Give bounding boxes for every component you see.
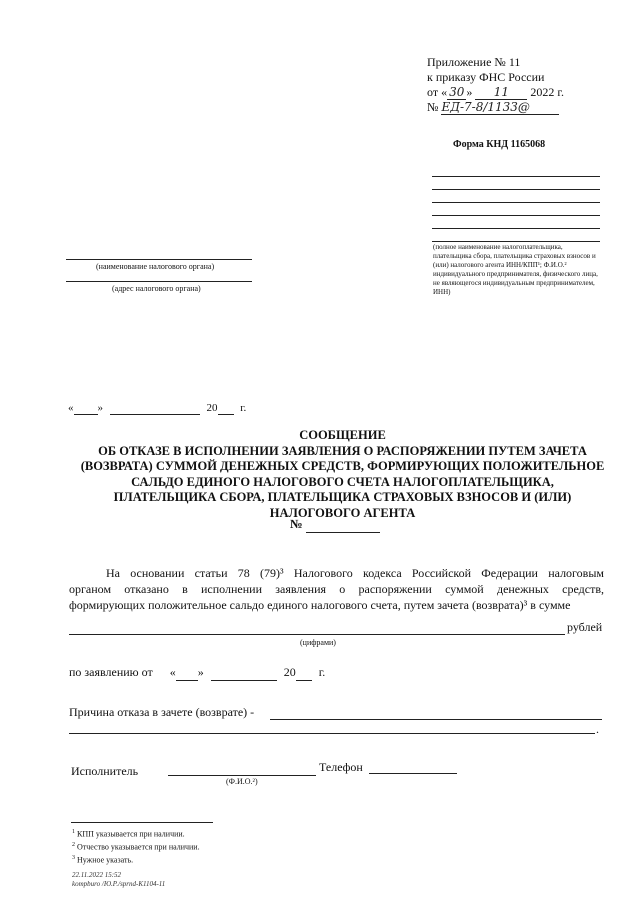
title-number bbox=[290, 517, 380, 533]
document-date-year: 20 bbox=[206, 402, 218, 414]
footnote-2-mark: 2 bbox=[72, 842, 75, 848]
tax-authority-caption: (наименование налогового органа) bbox=[96, 262, 215, 271]
tax-authority-address-caption: (адрес налогового органа) bbox=[112, 284, 201, 293]
appendix-date-prefix: от « bbox=[427, 85, 448, 99]
footnote-3-mark: 3 bbox=[72, 855, 75, 861]
stamp-path: kompburo /Ю.Р./sprnd-К1104-11 bbox=[72, 880, 166, 888]
application-year: 20 bbox=[283, 665, 296, 679]
appendix-date-year: 2022 г. bbox=[530, 85, 564, 99]
body-line-2: органом отказано в исполнении заявления о распоряжении суммой денежных средств, bbox=[69, 582, 604, 596]
application-label: по заявлению от bbox=[69, 665, 153, 679]
document-date-suffix: г. bbox=[240, 402, 247, 414]
application-date bbox=[69, 665, 325, 681]
amount-caption: (цифрами) bbox=[300, 638, 336, 647]
stamp-time: 22.11.2022 15:52 bbox=[72, 871, 122, 879]
recipient-line-4 bbox=[432, 215, 600, 216]
appendix-date-month: 11 bbox=[475, 85, 527, 100]
appendix-number bbox=[427, 100, 559, 115]
appendix-order: к приказу ФНС России bbox=[427, 70, 545, 84]
amount-unit: рублей bbox=[567, 620, 603, 634]
reason-line-2 bbox=[69, 733, 595, 734]
executor-label: Исполнитель bbox=[71, 764, 139, 778]
amount-line bbox=[69, 634, 565, 635]
document-title bbox=[50, 428, 635, 521]
footnote-1-text: КПП указывается при наличии. bbox=[77, 829, 185, 839]
executor-caption: (Ф.И.О.²) bbox=[226, 777, 258, 786]
executor-line bbox=[168, 775, 316, 776]
recipient-line-2 bbox=[432, 189, 600, 190]
body-line-3: формирующих положительное сальдо единого налогового счета, путем зачета (возврата)³ в сумме bbox=[69, 598, 571, 612]
document-date-close: » bbox=[97, 402, 103, 414]
title-line-6: НАЛОГОВОГО АГЕНТА bbox=[269, 505, 416, 520]
title-number-prefix: № bbox=[290, 517, 303, 531]
footnote-2 bbox=[72, 842, 200, 852]
appendix-date bbox=[427, 85, 564, 100]
application-open: « bbox=[169, 665, 176, 679]
title-line-5: ПЛАТЕЛЬЩИКА СБОРА, ПЛАТЕЛЬЩИКА СТРАХОВЫХ ВЗНОСОВ И (ИЛИ) bbox=[113, 490, 572, 504]
footnote-separator bbox=[71, 822, 213, 823]
recipient-line-5 bbox=[432, 228, 600, 229]
footnote-1-mark: 1 bbox=[72, 829, 75, 835]
title-line-3: (ВОЗВРАТА) СУММОЙ ДЕНЕЖНЫХ СРЕДСТВ, ФОРМИРУЮЩИХ ПОЛОЖИТЕЛЬНОЕ bbox=[80, 459, 605, 473]
title-line-1: СООБЩЕНИЕ bbox=[299, 428, 386, 442]
application-suffix: г. bbox=[318, 665, 326, 679]
reason-label: Причина отказа в зачете (возврате) - bbox=[69, 705, 255, 719]
footnote-3-text: Нужное указать. bbox=[77, 855, 134, 865]
recipient-caption: (полное наименование налогоплательщика, плательщика сбора, плательщика страховых взносов и (или) налогового агента ИНН/КПП¹; Ф.И.О.² индивидуального предпринимателя, физического лица, не являющегося индивидуальным предпринимателем, ИНН) bbox=[433, 243, 598, 296]
title-line-4: САЛЬДО ЕДИНОГО НАЛОГОВОГО СЧЕТА НАЛОГОПЛАТЕЛЬЩИКА, bbox=[131, 474, 554, 489]
footnote-3 bbox=[72, 855, 133, 865]
recipient-line-1 bbox=[432, 176, 600, 177]
title-line-2: ОБ ОТКАЗЕ В ИСПОЛНЕНИИ ЗАЯВЛЕНИЯ О РАСПОРЯЖЕНИИ ПУТЕМ ЗАЧЕТА bbox=[98, 443, 587, 458]
form-code: Форма КНД 1165068 bbox=[453, 139, 546, 150]
appendix-title: Приложение № 11 bbox=[427, 55, 521, 69]
phone-line bbox=[369, 773, 457, 774]
appendix-date-day: 30 bbox=[449, 85, 465, 99]
tax-authority-line bbox=[66, 259, 252, 260]
footnote-1 bbox=[72, 829, 185, 839]
document-date-open: « bbox=[68, 402, 74, 414]
footnote-2-text: Отчество указывается при наличии. bbox=[77, 842, 200, 852]
recipient-line-6 bbox=[432, 241, 600, 242]
appendix-date-mid: » bbox=[466, 85, 473, 99]
body-line-1: На основании статьи 78 (79)³ Налогового кодекса Российской Федерации налоговым bbox=[106, 566, 604, 580]
reason-end: . bbox=[596, 722, 599, 736]
recipient-line-3 bbox=[432, 202, 600, 203]
application-close: » bbox=[197, 665, 204, 679]
phone-label: Телефон bbox=[319, 760, 363, 774]
document-date bbox=[68, 402, 246, 415]
reason-line-1 bbox=[270, 719, 602, 720]
tax-authority-address-line bbox=[66, 281, 252, 282]
appendix-number-prefix: № bbox=[427, 100, 439, 114]
appendix-number-value: ЕД-7-8/1133@ bbox=[441, 100, 559, 115]
